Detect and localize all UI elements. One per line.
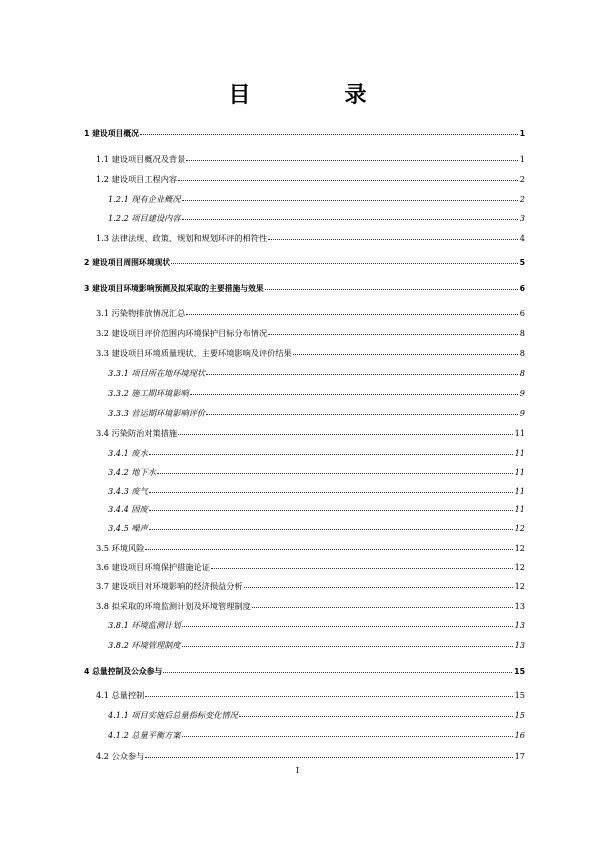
toc-entry-page: 2 — [519, 174, 525, 184]
toc-entry-page: 12 — [514, 581, 525, 591]
toc-entry[interactable] — [108, 486, 525, 497]
toc-entry-label: 3.3.2 施工期环境影响 — [108, 388, 189, 398]
toc-entry-label: 3.3.1 项目所在地环境现状 — [108, 368, 206, 378]
toc-entry-label: 1.3 法律法规、政策、规划和规划环评的相符性 — [96, 233, 268, 243]
dot-leader — [178, 180, 518, 181]
toc-entry-page: 12 — [514, 523, 525, 533]
dot-leader — [186, 160, 517, 161]
toc-entry-label: 4.1.2 总量平衡方案 — [108, 730, 181, 740]
toc-entry-label: 4.1 总量控制 — [96, 690, 145, 700]
toc-entry[interactable] — [108, 388, 525, 399]
dot-leader — [145, 696, 512, 697]
toc-entry[interactable] — [84, 257, 525, 268]
toc-entry-label: 3.4.5 噪声 — [108, 523, 148, 533]
toc-entry-label: 1.2.2 项目建设内容 — [108, 213, 181, 223]
toc-entry-page: 15 — [514, 667, 525, 676]
page-title: 目 录 — [228, 83, 403, 108]
toc-entry-page: 6 — [519, 284, 525, 293]
toc-entry-label: 3.7 建设项目对环境影响的经济损益分析 — [96, 581, 243, 591]
toc-entry[interactable] — [96, 601, 525, 612]
toc-entry-page: 12 — [514, 562, 525, 572]
toc-entry-label: 3.6 建设项目环境保护措施论证 — [96, 562, 210, 572]
toc-entry[interactable] — [108, 448, 525, 459]
toc-entry-page: 9 — [519, 388, 525, 398]
dot-leader — [211, 568, 513, 569]
dot-leader — [293, 354, 518, 355]
dot-leader — [149, 492, 513, 493]
toc-entry-label: 3 建设项目环境影响预测及拟采取的主要措施与效果 — [84, 284, 264, 293]
dot-leader — [244, 587, 513, 588]
dot-leader — [149, 510, 513, 511]
toc-entry-page: 8 — [519, 368, 525, 378]
toc-entry[interactable] — [108, 213, 525, 224]
toc-entry[interactable] — [96, 581, 525, 592]
dot-leader — [182, 626, 513, 627]
toc-entry-label: 4.2 公众参与 — [96, 751, 145, 761]
toc-entry-label: 3.5 环境风险 — [96, 543, 145, 553]
dot-leader — [265, 289, 518, 290]
toc-entry[interactable] — [96, 543, 525, 554]
toc-entry-page: 2 — [519, 194, 525, 204]
toc-entry[interactable] — [96, 348, 525, 359]
toc-entry-page: 13 — [514, 601, 525, 611]
dot-leader — [182, 736, 513, 737]
toc-entry-label: 4.1.1 项目实施后总量指标变化情况 — [108, 710, 238, 720]
toc-entry[interactable] — [108, 368, 525, 379]
toc-entry-page: 3 — [519, 213, 525, 223]
toc-entry[interactable] — [108, 620, 525, 631]
toc-entry[interactable] — [96, 174, 525, 185]
toc-entry[interactable] — [108, 710, 525, 721]
dot-leader — [149, 529, 513, 530]
toc-entry-label: 3.3.3 营运期环境影响评价 — [108, 408, 206, 418]
toc-entry[interactable] — [84, 283, 525, 294]
toc-entry-label: 1.2 建设项目工程内容 — [96, 174, 178, 184]
toc-entry[interactable] — [96, 328, 525, 339]
toc-entry-label: 3.4 污染防治对策措施 — [96, 428, 178, 438]
dot-leader — [190, 394, 518, 395]
toc-entry-page: 11 — [514, 448, 525, 458]
toc-entry-label: 1.2.1 现有企业概况 — [108, 194, 181, 204]
toc-entry-page: 1 — [519, 154, 525, 164]
toc-entry-page: 1 — [519, 129, 525, 138]
dot-leader — [145, 549, 512, 550]
toc-entry-page: 11 — [514, 428, 525, 438]
toc-entry-page: 4 — [519, 233, 525, 243]
dot-leader — [149, 454, 513, 455]
toc-entry-page: 15 — [514, 710, 525, 720]
toc-entry[interactable] — [108, 504, 525, 515]
toc-entry-page: 8 — [519, 328, 525, 338]
toc-entry[interactable] — [96, 562, 525, 573]
dot-leader — [182, 646, 513, 647]
toc-entry-page: 11 — [514, 486, 525, 496]
page-number: I — [295, 766, 300, 775]
toc-entry[interactable] — [108, 523, 525, 534]
dot-leader — [140, 134, 518, 135]
toc-entry[interactable] — [96, 690, 525, 701]
toc-entry-page: 17 — [514, 751, 525, 761]
dot-leader — [186, 314, 517, 315]
dot-leader — [206, 414, 518, 415]
toc-entry[interactable] — [96, 233, 525, 244]
toc-entry[interactable] — [96, 308, 525, 319]
dot-leader — [206, 374, 518, 375]
toc-entry[interactable] — [96, 751, 525, 762]
toc-entry-label: 4 总量控制及公众参与 — [84, 667, 163, 676]
dot-leader — [178, 434, 512, 435]
dot-leader — [171, 263, 517, 264]
dot-leader — [182, 200, 518, 201]
toc-entry-page: 13 — [514, 620, 525, 630]
toc-entry[interactable] — [108, 194, 525, 205]
dot-leader — [239, 716, 513, 717]
toc-entry-label: 3.3 建设项目环境质量现状、主要环境影响及评价结果 — [96, 348, 292, 358]
toc-entry-label: 1 建设项目概况 — [84, 129, 139, 138]
toc-entry-page: 16 — [514, 730, 525, 740]
toc-entry-page: 15 — [514, 690, 525, 700]
toc-entry-page: 9 — [519, 408, 525, 418]
toc-entry[interactable] — [108, 408, 525, 419]
toc-entry[interactable] — [84, 128, 525, 139]
toc-entry-label: 3.8.1 环境监测计划 — [108, 620, 181, 630]
toc-entry-page: 8 — [519, 348, 525, 358]
toc-entry[interactable] — [96, 428, 525, 439]
toc-entry-label: 3.2 建设项目评价范围内环境保护目标分布情况 — [96, 328, 268, 338]
toc-entry-label: 3.1 污染物排放情况汇总 — [96, 308, 186, 318]
toc-entry-label: 3.8 拟采取的环境监测计划及环境管理制度 — [96, 601, 251, 611]
dot-leader — [157, 473, 513, 474]
toc-entry-label: 1.1 建设项目概况及背景 — [96, 154, 186, 164]
toc-entry-label: 3.4.3 废气 — [108, 486, 148, 496]
dot-leader — [145, 757, 512, 758]
toc-entry-label: 3.4.4 固废 — [108, 504, 148, 514]
toc-entry-label: 3.8.2 环境管理制度 — [108, 640, 181, 650]
toc-entry[interactable] — [84, 666, 525, 677]
toc-entry-page: 5 — [519, 258, 525, 267]
dot-leader — [268, 239, 518, 240]
toc-entry-label: 3.4.1 废水 — [108, 448, 148, 458]
toc-entry[interactable] — [108, 640, 525, 651]
toc-entry-label: 2 建设项目周围环境现状 — [84, 258, 171, 267]
toc-entry-page: 11 — [514, 504, 525, 514]
toc-entry[interactable] — [108, 730, 525, 741]
toc-entry-page: 12 — [514, 543, 525, 553]
toc-entry[interactable] — [108, 467, 525, 478]
toc-entry-page: 6 — [519, 308, 525, 318]
dot-leader — [163, 672, 512, 673]
toc-entry-page: 11 — [514, 467, 525, 477]
toc-entry-page: 13 — [514, 640, 525, 650]
dot-leader — [268, 334, 518, 335]
dot-leader — [252, 607, 513, 608]
toc-entry-label: 3.4.2 地下水 — [108, 467, 156, 477]
toc-entry[interactable] — [96, 154, 525, 165]
dot-leader — [182, 219, 518, 220]
